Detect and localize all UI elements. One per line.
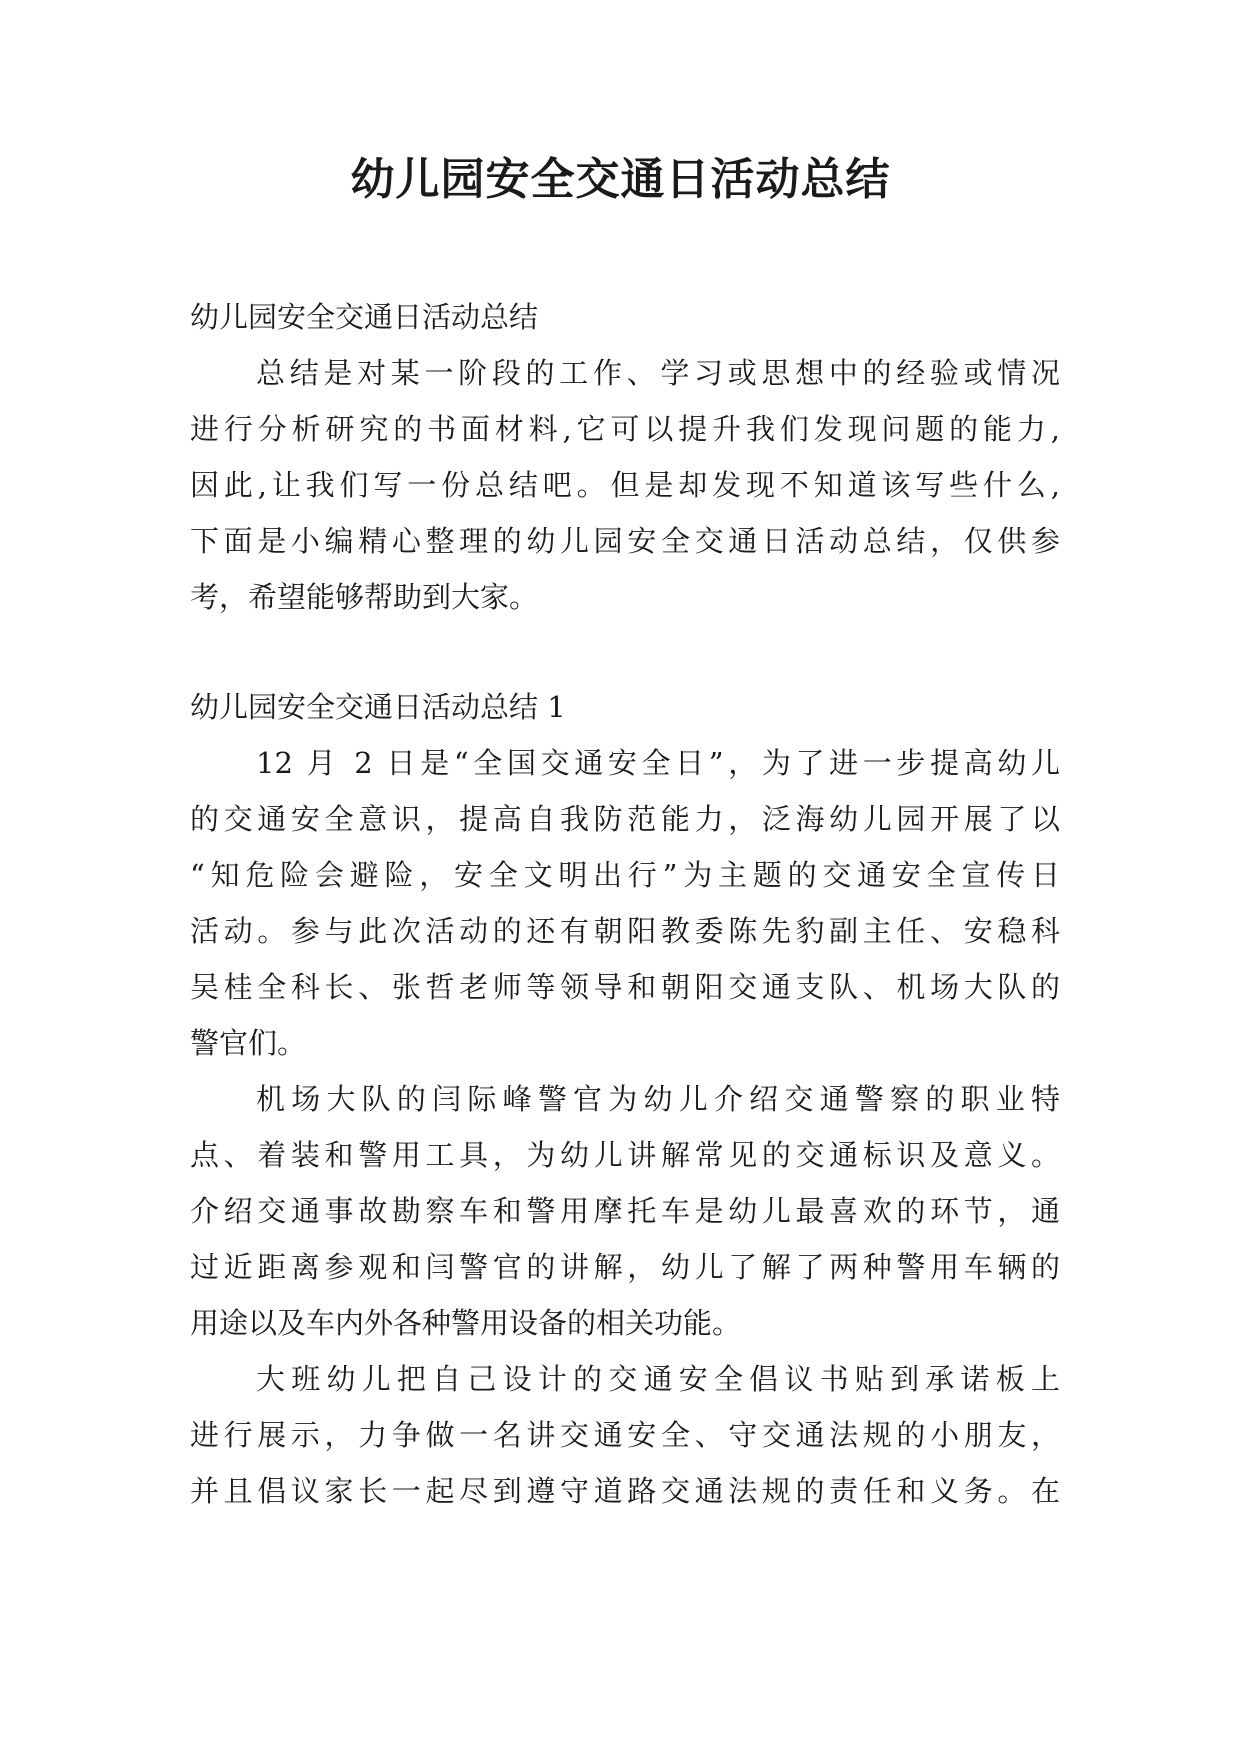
paragraph-line: 进行展示，力争做一名讲交通安全、守交通法规的小朋友， [190, 1418, 1060, 1452]
paragraph-line: 警官们。 [190, 1026, 307, 1060]
document-body [190, 289, 1060, 1519]
paragraph-line: 下面是小编精心整理的幼儿园安全交通日活动总结，仅供参 [190, 524, 1060, 558]
section-heading: 幼儿园安全交通日活动总结 1 [190, 690, 566, 724]
paragraph-line: 因此,让我们写一份总结吧。但是却发现不知道该写些什么, [190, 468, 1060, 502]
paragraph-line: “知危险会避险，安全文明出行”为主题的交通安全宣传日 [190, 858, 1060, 892]
paragraph-line: 活动。参与此次活动的还有朝阳教委陈先豹副主任、安稳科 [190, 914, 1060, 948]
intro-heading: 幼儿园安全交通日活动总结 [190, 300, 539, 334]
paragraph-line: 大班幼儿把自己设计的交通安全倡议书贴到承诺板上 [256, 1362, 1060, 1396]
paragraph-line: 12 月 2 日是“全国交通安全日”，为了进一步提高幼儿 [256, 746, 1060, 780]
paragraph-line: 机场大队的闫际峰警官为幼儿介绍交通警察的职业特 [256, 1082, 1060, 1116]
paragraph-line: 总结是对某一阶段的工作、学习或思想中的经验或情况 [256, 356, 1060, 390]
paragraph-3 [190, 1351, 1060, 1519]
intro-paragraph [190, 345, 1060, 625]
paragraph-line: 点、着装和警用工具，为幼儿讲解常见的交通标识及意义。 [190, 1138, 1060, 1172]
section-spacer [190, 625, 1060, 679]
paragraph-line: 考，希望能够帮助到大家。 [190, 580, 539, 614]
paragraph-line: 用途以及车内外各种警用设备的相关功能。 [190, 1306, 742, 1340]
paragraph-line: 过近距离参观和闫警官的讲解，幼儿了解了两种警用车辆的 [190, 1250, 1060, 1284]
page-title: 幼儿园安全交通日活动总结 [350, 154, 891, 205]
paragraph-line: 吴桂全科长、张哲老师等领导和朝阳交通支队、机场大队的 [190, 970, 1060, 1004]
paragraph-line: 并且倡议家长一起尽到遵守道路交通法规的责任和义务。在 [190, 1474, 1060, 1508]
paragraph-line: 介绍交通事故勘察车和警用摩托车是幼儿最喜欢的环节，通 [190, 1194, 1060, 1228]
paragraph-2 [190, 1071, 1060, 1351]
paragraph-line: 的交通安全意识，提高自我防范能力，泛海幼儿园开展了以 [190, 802, 1060, 836]
paragraph-line: 进行分析研究的书面材料,它可以提升我们发现问题的能力, [190, 412, 1060, 446]
paragraph-1 [190, 735, 1060, 1071]
